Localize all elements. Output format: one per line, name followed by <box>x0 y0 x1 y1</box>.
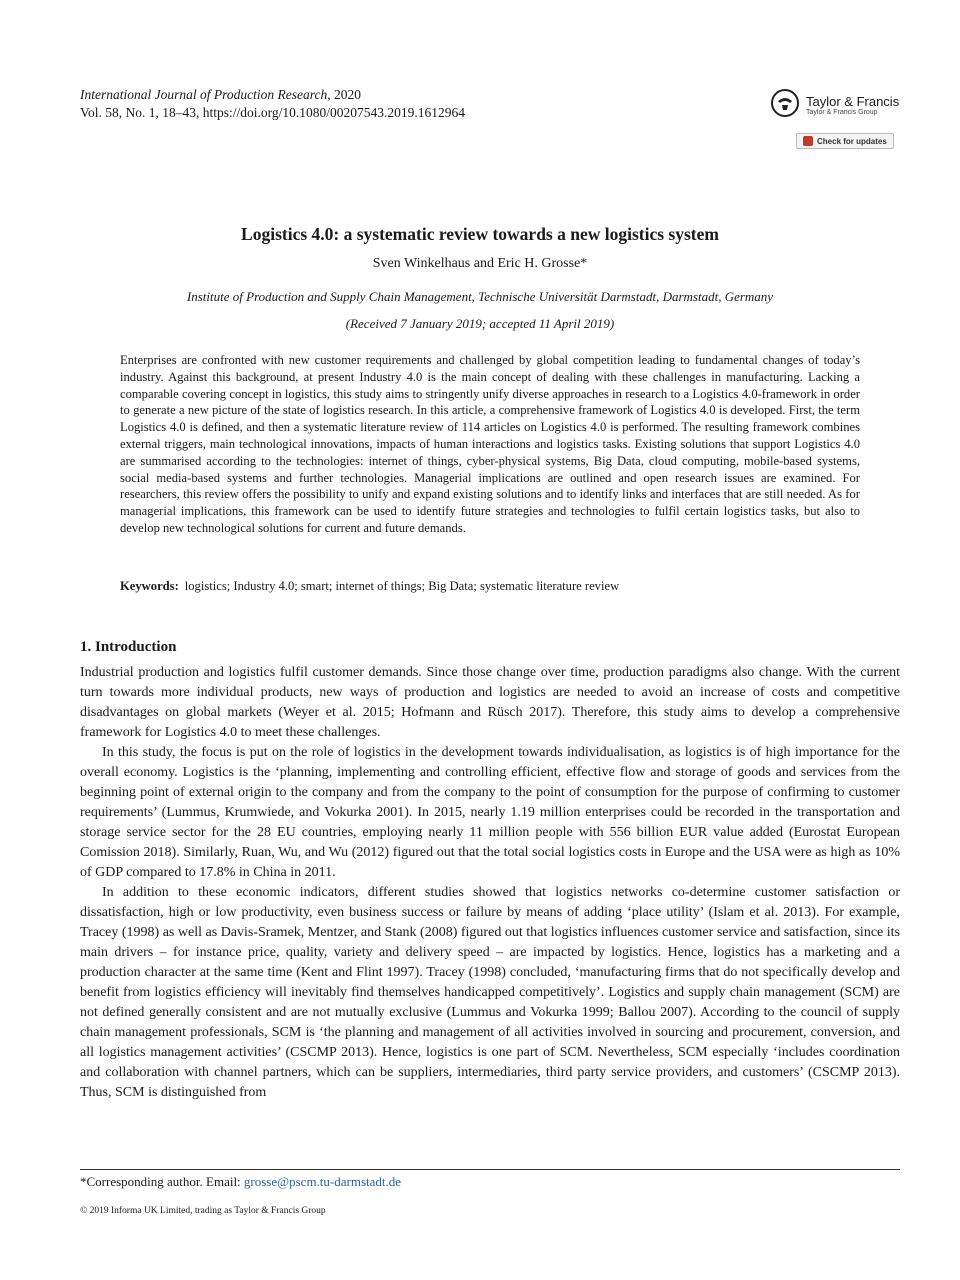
journal-year: , 2020 <box>327 87 361 102</box>
body-paragraph: Industrial production and logistics fulfil customer demands. Since those change over time, production paradigms also change. With the current turn towards more individual products, new ways of production and logistics are needed to avoid an increase of costs and competitive disadvantages on global markets (Weyer et al. 2015; Hofmann and Rüsch 2017). Therefore, this study aims to develop a comprehensive framework for Logistics 4.0 to meet these challenges. <box>80 665 900 740</box>
check-for-updates-button[interactable] <box>796 133 894 149</box>
abstract: Enterprises are confronted with new customer requirements and challenged by global competition leading to fundamental changes of today’s industry. Against this background, at present Industry 4.0 is the main concept of dealing with these challenges in manufacturing. Lacking a comparable covering concept in logistics, this study aims to stringently unify diverse approaches in research to a Logistics 4.0-framework in order to generate a new picture of the state of logistics research. In this article, a comprehensive framework of Logistics 4.0 is developed. First, the term Logistics 4.0 is defined, and then a systematic literature review of 114 articles on Logistics 4.0 is performed. The resulting framework combines external triggers, main technological innovations, impacts of human interactions and logistics tasks. Existing solutions that support Logistics 4.0 are summarised according to the technologies: internet of things, cyber-physical systems, Big Data, cloud computing, mobile-based systems, social media-based systems and further technologies. Managerial implications are outlined and open research issues are examined. For researchers, this review offers the possibility to unify and expand existing solutions and to identify links and interfaces that are still needed. As for managerial implications, this framework can be used to identify future strategies and technologies to fulfil certain logistics tasks, but also to develop new technological solutions for current and future demands. <box>120 353 860 535</box>
corresponding-email-link[interactable]: grosse@pscm.tu-darmstadt.de <box>243 1174 402 1189</box>
article-title: Logistics 4.0: a systematic review towards a new logistics system <box>241 224 719 244</box>
crossmark-icon <box>803 136 813 146</box>
keywords-label: Keywords: <box>120 579 179 593</box>
article-authors: Sven Winkelhaus and Eric H. Grosse* <box>372 256 588 271</box>
section-body <box>80 663 900 1103</box>
publisher-group: Taylor & Francis Group <box>806 109 878 116</box>
keywords-list: logistics; Industry 4.0; smart; internet of things; Big Data; systematic literature review <box>184 579 620 593</box>
received-dates: (Received 7 January 2019; accepted 11 April 2019) <box>345 316 615 331</box>
footnote-label: *Corresponding author. Email: <box>80 1174 244 1189</box>
publisher-block <box>770 88 900 151</box>
journal-line <box>80 86 465 104</box>
keywords <box>120 579 860 594</box>
journal-citation[interactable]: Vol. 58, No. 1, 18–43, https://doi.org/10.1080/00207543.2019.1612964 <box>80 105 466 120</box>
journal-name: International Journal of Production Research <box>80 87 328 102</box>
body-paragraph: In addition to these economic indicators, different studies showed that logistics networks co-determine customer satisfaction or dissatisfaction, high or low productivity, even business success or failure by means of adding ‘place utility’ (Islam et al. 2013). For example, Tracey (1998) as well as Davis-Sramek, Mentzer, and Stank (2008) figured out that logistics influences customer service and satisfaction, since its main drivers – for instance price, quality, variety and delivery speed – are impacted by logistics. Hence, logistics has a marketing and a production character at the same time (Kent and Flint 1997). Tracey (1998) concluded, ‘manufacturing firms that do not specifically develop and benefit from logistics efficiency will inevitably find themselves handicapped competitively’. Logistics and supply chain management (SCM) are not defined generally consistent and are not mutually exclusive (Lummus and Vokurka 1999; Ballou 2007). According to the council of supply chain management professionals, SCM is ‘the planning and management of all activities involved in sourcing and procurement, conversion, and all logistics management activities’ (CSCMP 2013). Hence, logistics is one part of SCM. Nevertheless, SCM especially ‘includes coordination and collaboration with channel partners, which can be suppliers, intermediaries, third party service providers, and customers’ (CSCMP 2013). Thus, SCM is distinguished from <box>80 885 900 1100</box>
taylor-francis-icon <box>770 88 800 123</box>
body-paragraph: In this study, the focus is put on the role of logistics in the development towards individualisation, as logistics is of high importance for the overall economy. Logistics is the ‘planning, implementing and controlling efficient, effective flow and storage of goods and services from the beginning point of external origin to the company and from the company to the point of consumption for the purpose of confirming to customer requirements’ (Lummus, Krumwiede, and Vokurka 2001). In 2015, nearly 1.19 million enterprises could be recorded in the transportation and storage service sector for the 28 EU countries, employing nearly 11 million people with 556 billion EUR value added (Eurostat European Comission 2018). Similarly, Ruan, Wu, and Wu (2012) figured out that the total social logistics costs in Europe and the USA were as high as 10% of GDP compared to 17.8% in China in 2011. <box>80 745 900 880</box>
footnote <box>80 1174 401 1190</box>
publisher-name: Taylor & Francis <box>806 94 900 109</box>
author-affiliation: Institute of Production and Supply Chain Management, Technische Universität Darmstadt, Darmstadt, Germany <box>186 289 774 304</box>
check-for-updates-label: Check for updates <box>817 136 887 146</box>
footnote-divider <box>80 1169 900 1170</box>
copyright-notice: © 2019 Informa UK Limited, trading as Taylor & Francis Group <box>80 1206 326 1216</box>
section-heading: 1. Introduction <box>80 639 177 655</box>
journal-header <box>80 86 465 122</box>
publisher-logo <box>770 88 900 123</box>
